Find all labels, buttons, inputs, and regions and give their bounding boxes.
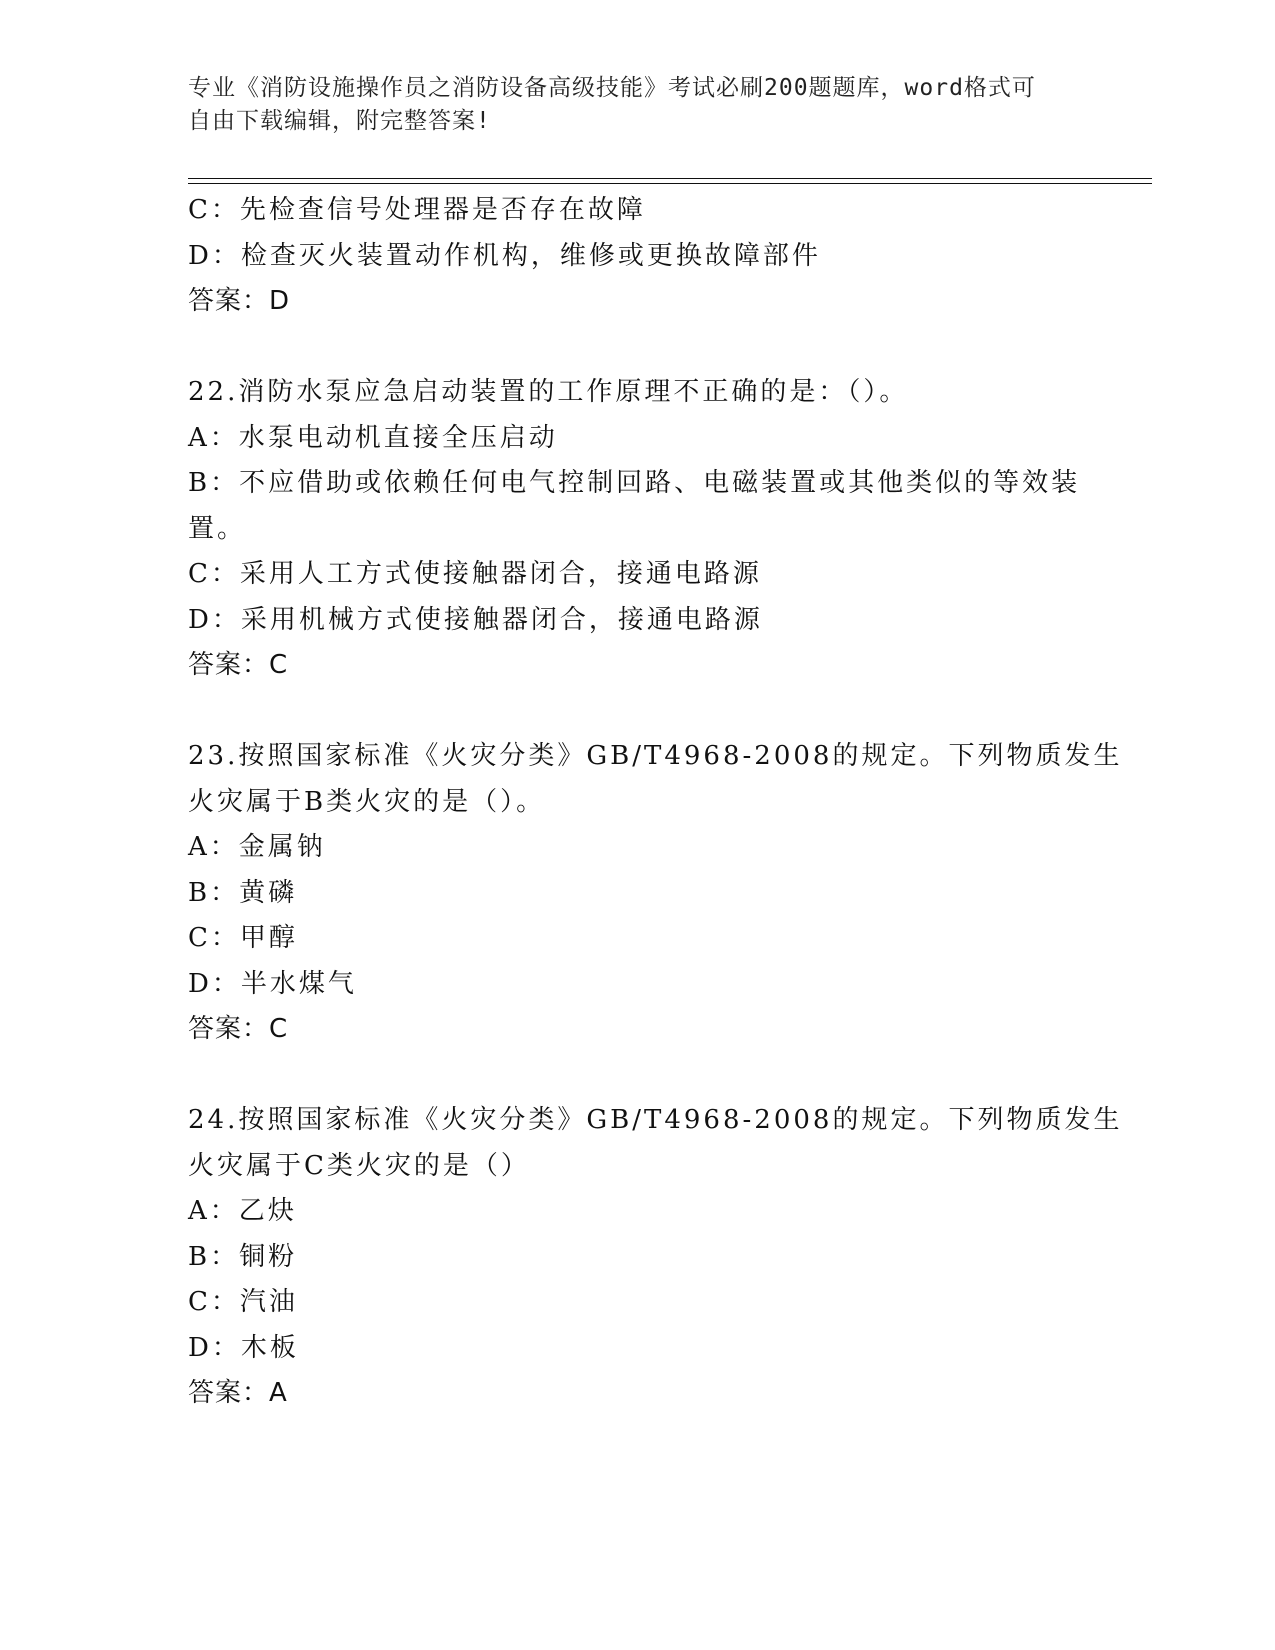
- option-b: B：不应借助或依赖任何电气控制回路、电磁装置或其他类似的等效装: [188, 468, 1081, 498]
- spacer: [188, 325, 1088, 371]
- option-d: D：木板: [188, 1332, 299, 1363]
- answer-text: 答案：A: [188, 1378, 288, 1408]
- option-a: A：金属钠: [188, 832, 326, 862]
- document-body: [188, 188, 1123, 1417]
- header-line-1: 专业《消防设施操作员之消防设备高级技能》考试必刷200题题库，word格式可: [188, 75, 1036, 101]
- header-divider-bottom: [188, 183, 1152, 184]
- spacer: [188, 689, 1088, 735]
- question-stem-continued: 火灾属于B类火灾的是（）。: [188, 786, 546, 817]
- option-b: B：黄磷: [188, 877, 298, 908]
- question-stem: 24.按照国家标准《火灾分类》GB/T4968-2008的规定。下列物质发生: [188, 1105, 1123, 1135]
- option-a: A：乙炔: [188, 1196, 297, 1226]
- question-stem-continued: 火灾属于C类火灾的是（）: [188, 1150, 530, 1181]
- spacer: [188, 1053, 1088, 1099]
- option-c: C：先检查信号处理器是否存在故障: [188, 195, 646, 225]
- option-b-continued: 置。: [188, 513, 247, 544]
- question-23: [188, 734, 1123, 1053]
- option-c: C：甲醇: [188, 923, 298, 953]
- header-divider-top: [188, 178, 1152, 179]
- option-c: C：汽油: [188, 1287, 298, 1317]
- option-d: D：检查灭火装置动作机构，维修或更换故障部件: [188, 240, 821, 271]
- option-d: D：采用机械方式使接触器闭合，接通电路源: [188, 604, 763, 635]
- question-22: [188, 370, 1088, 689]
- question-21-continuation: [188, 188, 1088, 325]
- answer-text: 答案：C: [188, 650, 289, 680]
- document-header: [188, 72, 1068, 138]
- option-d: D：半水煤气: [188, 968, 357, 999]
- header-line-2: 自由下载编辑，附完整答案!: [188, 108, 491, 134]
- option-b: B：铜粉: [188, 1241, 298, 1272]
- option-a: A：水泵电动机直接全压启动: [188, 422, 558, 453]
- question-24: [188, 1098, 1123, 1417]
- answer-text: 答案：D: [188, 286, 291, 316]
- option-c: C：采用人工方式使接触器闭合，接通电路源: [188, 559, 762, 589]
- answer-text: 答案：C: [188, 1014, 289, 1044]
- question-stem: 22.消防水泵应急启动装置的工作原理不正确的是：（）。: [188, 377, 909, 407]
- question-stem: 23.按照国家标准《火灾分类》GB/T4968-2008的规定。下列物质发生: [188, 741, 1123, 771]
